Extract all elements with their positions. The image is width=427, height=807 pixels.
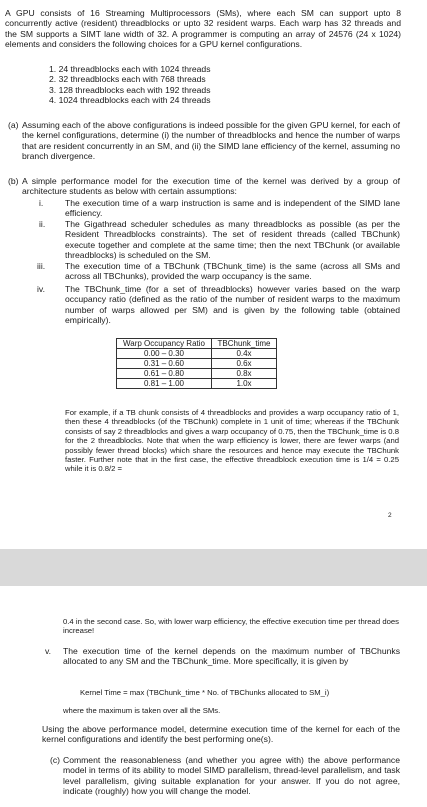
example-paragraph: For example, if a TB chunk consists of 4 threadblocks and provides a warp occupancy ratio of 1, then these 4 threadblocks (of the TBChunk) complete in 1 unit of time; whereas if the TBChunk consists of say 2 threadblocks and gives a warp occupancy of 0.75, then the TBChunk_time is 0.8 for the 2 threadblocks. Note that when the warp efficiency is lower, there are fewer warps (and possibly fewer thread blocks) which share the resources and hence may execute the TBChunk faster. Further note that in the first case, the effective threadblock execution time is 1/4 = 0.25 while it is 0.8/2 =	[65, 408, 399, 474]
option-text: 128 threadblocks each with 192 threads	[58, 85, 211, 95]
item-iv-text: The TBChunk_time (for a set of threadblocks) however varies based on the warp occupancy ratio (defined as the ratio of the number of resident warps to the maximum number of warps allowed per SM) and is given by the following table (obtained empirically).	[65, 284, 400, 326]
table-cell: 0.31 – 0.60	[117, 359, 212, 369]
intro-paragraph: A GPU consists of 16 Streaming Multiprocessors (SMs), where each SM can support upto 8 concurrently active (resident) threadblocks or upto 32 resident warps. Each warp has 32 threads and the SM supports a SIMT lane width of 32. A programmer is computing an array of 24576 (24 x 1024) elements and considers the following choices for a GPU kernel configurations.	[5, 8, 401, 50]
formula-where-note: where the maximum is taken over all the SMs.	[63, 706, 221, 715]
table-header-row	[117, 339, 277, 349]
table-cell: 1.0x	[212, 379, 277, 389]
item-iv-number: iv.	[37, 284, 45, 294]
option-text: 1024 threadblocks each with 24 threads	[58, 95, 211, 105]
part-b-label: (b)	[8, 176, 19, 186]
option-2	[49, 74, 206, 84]
item-v-text: The execution time of the kernel depends on the maximum number of TBChunks allocated to any SM and the TBChunk_time. More specifically, it is given by	[63, 646, 400, 667]
table-row	[117, 359, 277, 369]
part-a-label: (a)	[8, 120, 19, 130]
table-cell: 0.8x	[212, 369, 277, 379]
option-3	[49, 85, 211, 95]
option-number: 3.	[49, 85, 57, 95]
option-text: 32 threadblocks each with 768 threads	[58, 74, 206, 84]
table-cell: 0.6x	[212, 359, 277, 369]
option-text: 24 threadblocks each with 1024 threads	[58, 64, 211, 74]
kernel-time-formula: Kernel Time = max (TBChunk_time * No. of TBChunks allocated to SM_i)	[80, 688, 330, 697]
item-i-number: i.	[39, 198, 44, 208]
table-cell: 0.4x	[212, 349, 277, 359]
table-cell: 0.61 – 0.80	[117, 369, 212, 379]
part-b-intro: A simple performance model for the execution time of the kernel was derived by a group of architecture students as below with certain assumptions:	[22, 176, 400, 197]
option-number: 1.	[49, 64, 57, 74]
table-cell: 0.00 – 0.30	[117, 349, 212, 359]
table-row	[117, 369, 277, 379]
page-number: 2	[388, 512, 392, 519]
table-header-cell: TBChunk_time	[212, 339, 277, 349]
option-number: 4.	[49, 95, 57, 105]
option-1	[49, 64, 211, 74]
part-a-text: Assuming each of the above configurations is indeed possible for the given GPU kernel, for each of the kernel configurations, determine (i) the number of threadblocks and hence the number of warps that are resident concurrently in an SM, and (ii) the SIMD lane efficiency of the kernel, assuming no branch divergence.	[22, 120, 400, 162]
item-v-number: v.	[45, 646, 52, 656]
item-i-text: The execution time of a warp instruction is same and is independent of the SIMD lane efficiency.	[65, 198, 400, 219]
part-c-text: Comment the reasonableness (and whether you agree with) the above performance model in terms of its ability to model SIMD parallelism, thread-level parallelism, and task level parallelism, giving suitable explanation for your answer. If you do not agree, indicate (roughly) how you will change the model.	[63, 755, 400, 797]
warp-occupancy-table	[116, 338, 277, 389]
table-cell: 0.81 – 1.00	[117, 379, 212, 389]
item-ii-text: The Gigathread scheduler schedules as many threadblocks as possible (as per the Resident Threadblocks constraints). The set of resident threads (called TBChunk) execute together and complete at the same time; then the next TBChunk (or available threadblocks) is scheduled on the SM.	[65, 219, 400, 261]
continuation-text: 0.4 in the second case. So, with lower warp efficiency, the effective execution time per thread does increase!	[63, 617, 399, 636]
part-c-label: (c)	[50, 755, 61, 765]
table-row	[117, 349, 277, 359]
page-break-divider	[0, 549, 427, 586]
item-ii-number: ii.	[39, 219, 46, 229]
item-iii-number: iii.	[37, 261, 46, 271]
item-iii-text: The execution time of a TBChunk (TBChunk_time) is the same (across all SMs and across all TBChunks), provided the warp occupancy is the same.	[65, 261, 400, 282]
option-number: 2.	[49, 74, 57, 84]
part-b-question: Using the above performance model, determine execution time of the kernel for each of the kernel configurations and identify the best performing one(s).	[42, 724, 400, 745]
table-header-cell: Warp Occupancy Ratio	[117, 339, 212, 349]
option-4	[49, 95, 211, 105]
table-row	[117, 379, 277, 389]
